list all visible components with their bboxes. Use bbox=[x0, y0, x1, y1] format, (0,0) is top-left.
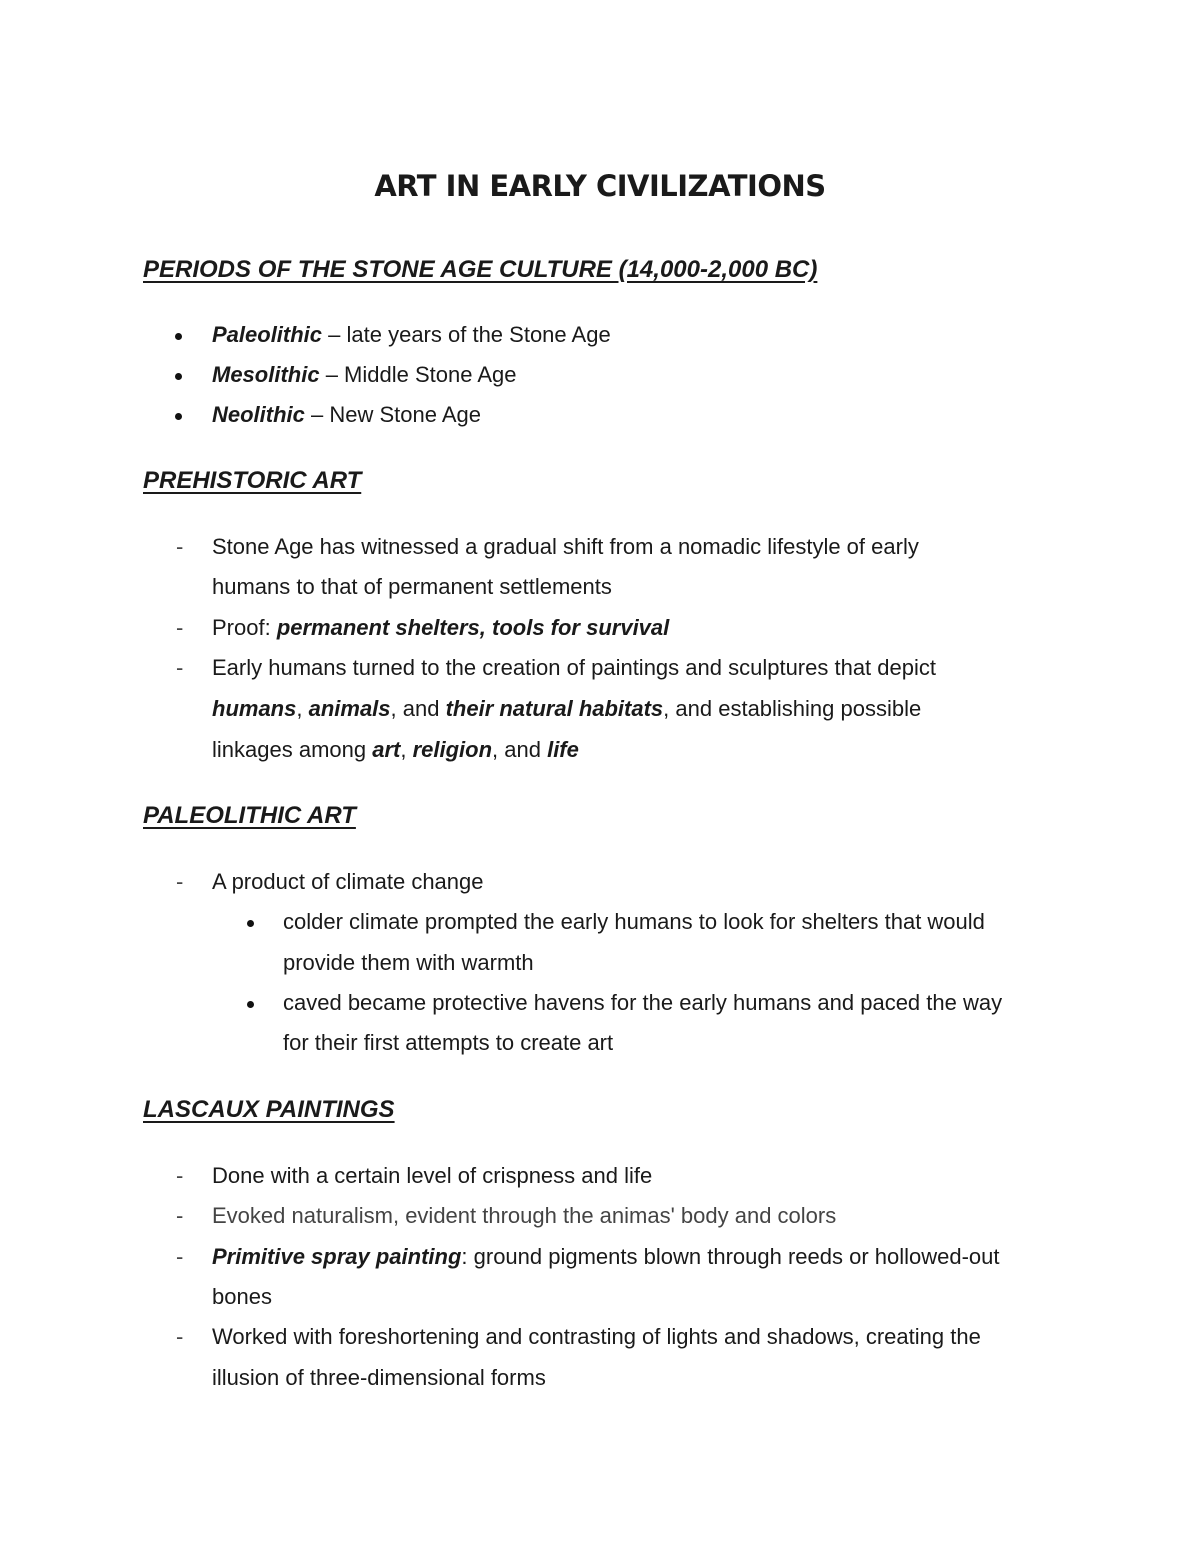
dash-marker: - bbox=[176, 1244, 184, 1269]
emphasis-text: permanent shelters, tools for survival bbox=[276, 615, 670, 640]
list-item-line: humans, animals, and their natural habitats, and establishing possible bbox=[212, 696, 922, 721]
bullet-icon bbox=[247, 920, 254, 927]
bullet-icon bbox=[247, 1001, 254, 1008]
emphasis-text: their natural habitats bbox=[445, 696, 664, 721]
list-item-line: Done with a certain level of crispness and life bbox=[212, 1163, 653, 1188]
list-item-line: humans to that of permanent settlements bbox=[212, 574, 612, 599]
list-item-line: bones bbox=[212, 1284, 272, 1309]
dash-marker: - bbox=[176, 1203, 184, 1228]
list-item-line: linkages among art, religion, and life bbox=[212, 737, 579, 762]
list-item-line: provide them with warmth bbox=[283, 950, 534, 975]
list-item-line: colder climate prompted the early humans to look for shelters that would bbox=[283, 909, 985, 934]
heading-lascaux-paintings: LASCAUX PAINTINGS bbox=[143, 1096, 395, 1123]
term-description: – New Stone Age bbox=[304, 402, 482, 427]
emphasis-text: life bbox=[547, 737, 579, 762]
heading-prehistoric-art: PREHISTORIC ART bbox=[143, 467, 362, 494]
list-item-line: Early humans turned to the creation of paintings and sculptures that depict bbox=[212, 655, 936, 680]
list-item-line: Stone Age has witnessed a gradual shift from a nomadic lifestyle of early bbox=[212, 534, 919, 559]
list-item-line: Worked with foreshortening and contrasting of lights and shadows, creating the bbox=[212, 1324, 981, 1349]
list-item-line: caved became protective havens for the early humans and paced the way bbox=[283, 990, 1003, 1015]
list-item-line: Proof: permanent shelters, tools for survival bbox=[212, 615, 670, 640]
emphasis-text: Primitive spray painting bbox=[212, 1244, 462, 1269]
emphasis-text: religion bbox=[412, 737, 493, 762]
heading-periods: PERIODS OF THE STONE AGE CULTURE (14,000-2,000 BC) bbox=[143, 256, 818, 283]
emphasis-text: humans bbox=[212, 696, 297, 721]
list-item-line: Primitive spray painting: ground pigments blown through reeds or hollowed-out bbox=[212, 1244, 1000, 1269]
dash-marker: - bbox=[176, 869, 184, 894]
dash-marker: - bbox=[176, 1163, 184, 1188]
list-item-line: Evoked naturalism, evident through the animas' body and colors bbox=[212, 1203, 837, 1228]
term-description: – late years of the Stone Age bbox=[322, 322, 611, 347]
list-item-line: for their first attempts to create art bbox=[283, 1030, 614, 1055]
bullet-icon bbox=[175, 333, 182, 340]
term-paleolithic: Paleolithic bbox=[212, 322, 323, 347]
heading-paleolithic-art: PALEOLITHIC ART bbox=[143, 802, 356, 829]
list-item-line: A product of climate change bbox=[212, 869, 484, 894]
emphasis-text: art bbox=[372, 737, 401, 762]
term-description: – Middle Stone Age bbox=[319, 362, 517, 387]
dash-marker: - bbox=[176, 615, 184, 640]
dash-marker: - bbox=[176, 1324, 184, 1349]
term-mesolithic: Mesolithic bbox=[212, 362, 320, 387]
list-item-line: illusion of three-dimensional forms bbox=[212, 1365, 546, 1390]
emphasis-text: animals bbox=[308, 696, 391, 721]
dash-marker: - bbox=[176, 534, 184, 559]
dash-marker: - bbox=[176, 655, 184, 680]
term-neolithic: Neolithic bbox=[212, 402, 305, 427]
bullet-icon bbox=[175, 373, 182, 380]
bullet-icon bbox=[175, 413, 182, 420]
document-title: ART IN EARLY CIVILIZATIONS bbox=[374, 169, 826, 203]
